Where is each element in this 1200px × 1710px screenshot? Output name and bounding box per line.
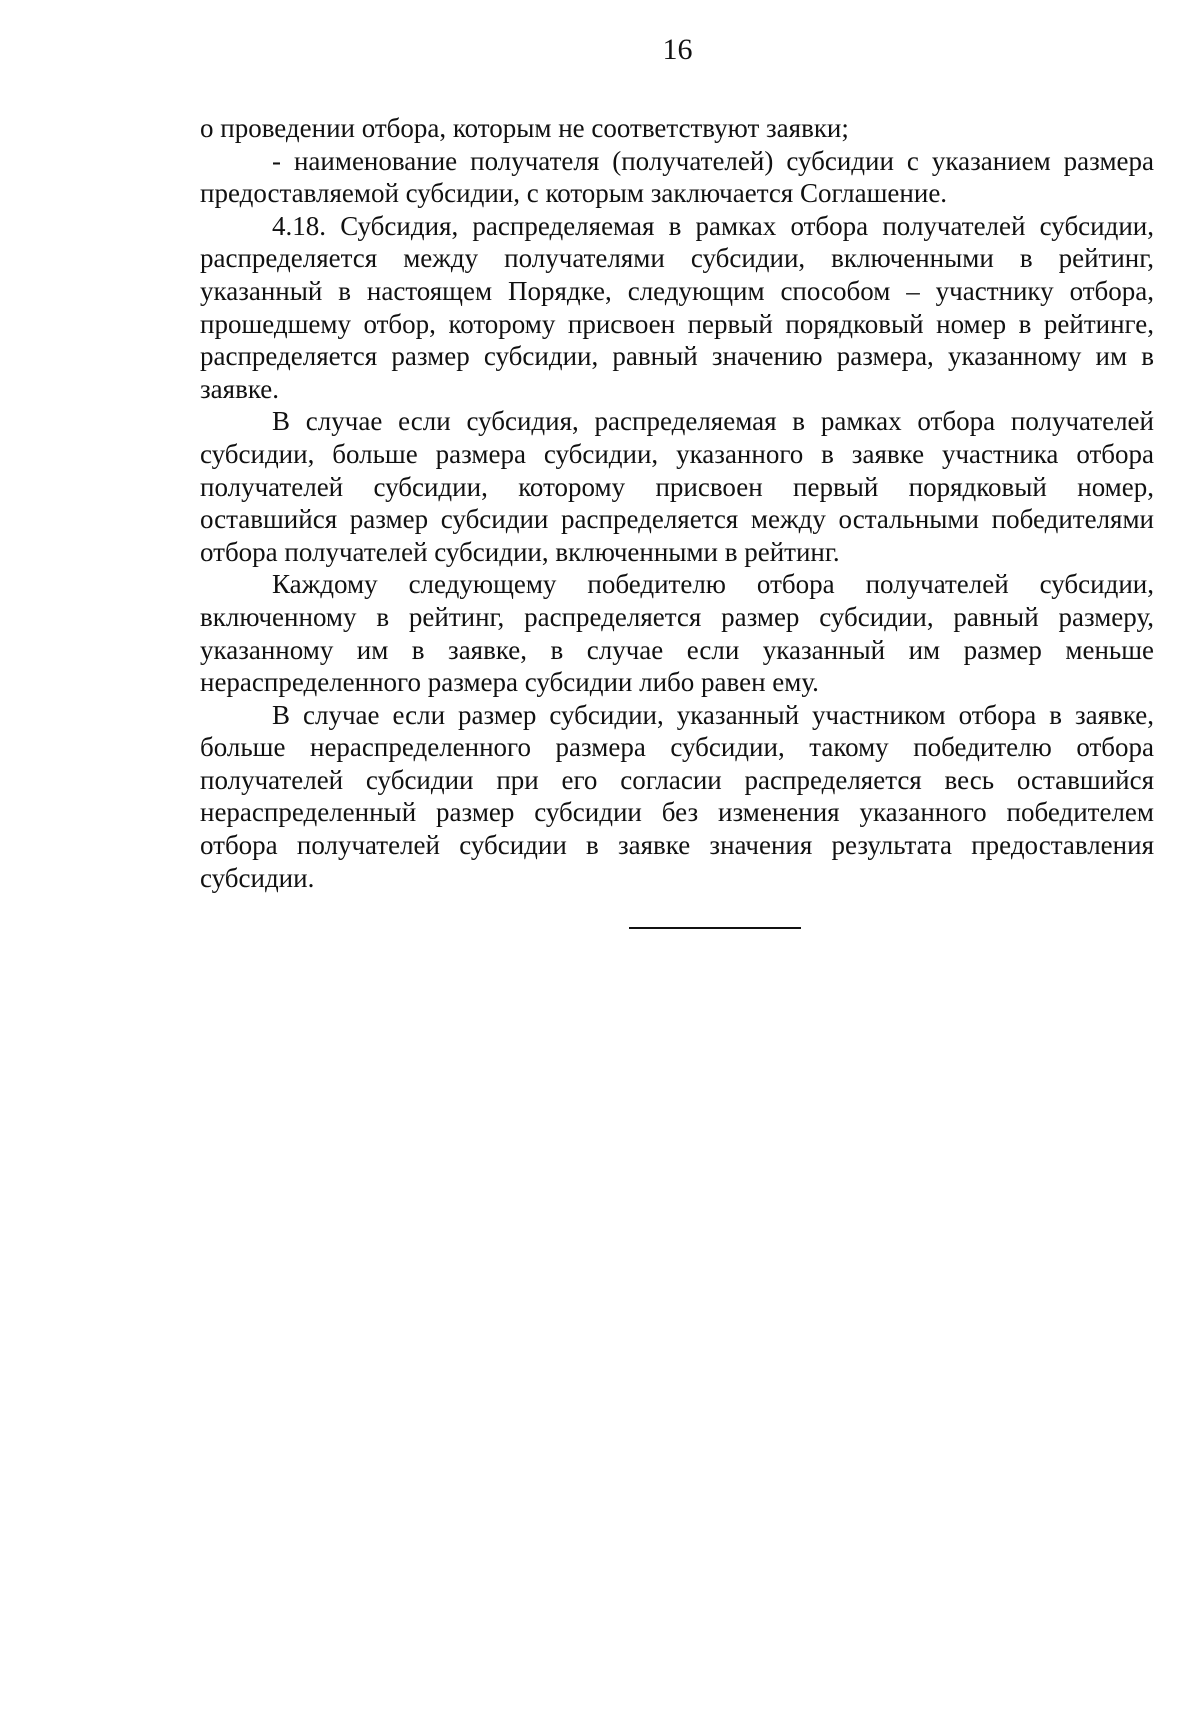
document-body [200, 112, 1154, 894]
paragraph-continuation: о проведении отбора, которым не соответствуют заявки; [200, 113, 849, 143]
page-number: 16 [662, 33, 693, 66]
paragraph-clause-4-18: 4.18. Субсидия, распределяемая в рамках отбора получателей субсидии, распределяется между получателями субсидии, включенными в рейтинг, указанный в настоящем Порядке, следующим способом – участнику отбора, прошедшему отбор, которому присвоен первый порядковый номер в рейтинге, распределяется размер субсидии, равный значению размера, указанному им в заявке. [200, 210, 1154, 404]
paragraph-excess-request: В случае если размер субсидии, указанный участником отбора в заявке, больше нераспределенного размера субсидии, такому победителю отбора получателей субсидии при его согласии распределяется весь оставшийся нераспределенный размер субсидии без изменения указанного победителем отбора получателей субсидии в заявке значения результата предоставления субсидии. [200, 699, 1154, 893]
closing-rule [629, 927, 801, 929]
paragraph-next-winner: Каждому следующему победителю отбора получателей субсидии, включенному в рейтинг, распределяется размер субсидии, равный размеру, указанному им в заявке, в случае если указанный им размер меньше нераспределенного размера субсидии либо равен ему. [200, 569, 1154, 698]
paragraph-recipient-name-item: - наименование получателя (получателей) субсидии с указанием размера предоставляемой субсидии, с которым заключается Соглашение. [200, 145, 1154, 209]
paragraph-remaining-subsidy: В случае если субсидия, распределяемая в рамках отбора получателей субсидии, больше размера субсидии, указанного в заявке участника отбора получателей субсидии, которому присвоен первый порядковый номер, оставшийся размер субсидии распределяется между остальными победителями отбора получателей субсидии, включенными в рейтинг. [200, 406, 1154, 567]
